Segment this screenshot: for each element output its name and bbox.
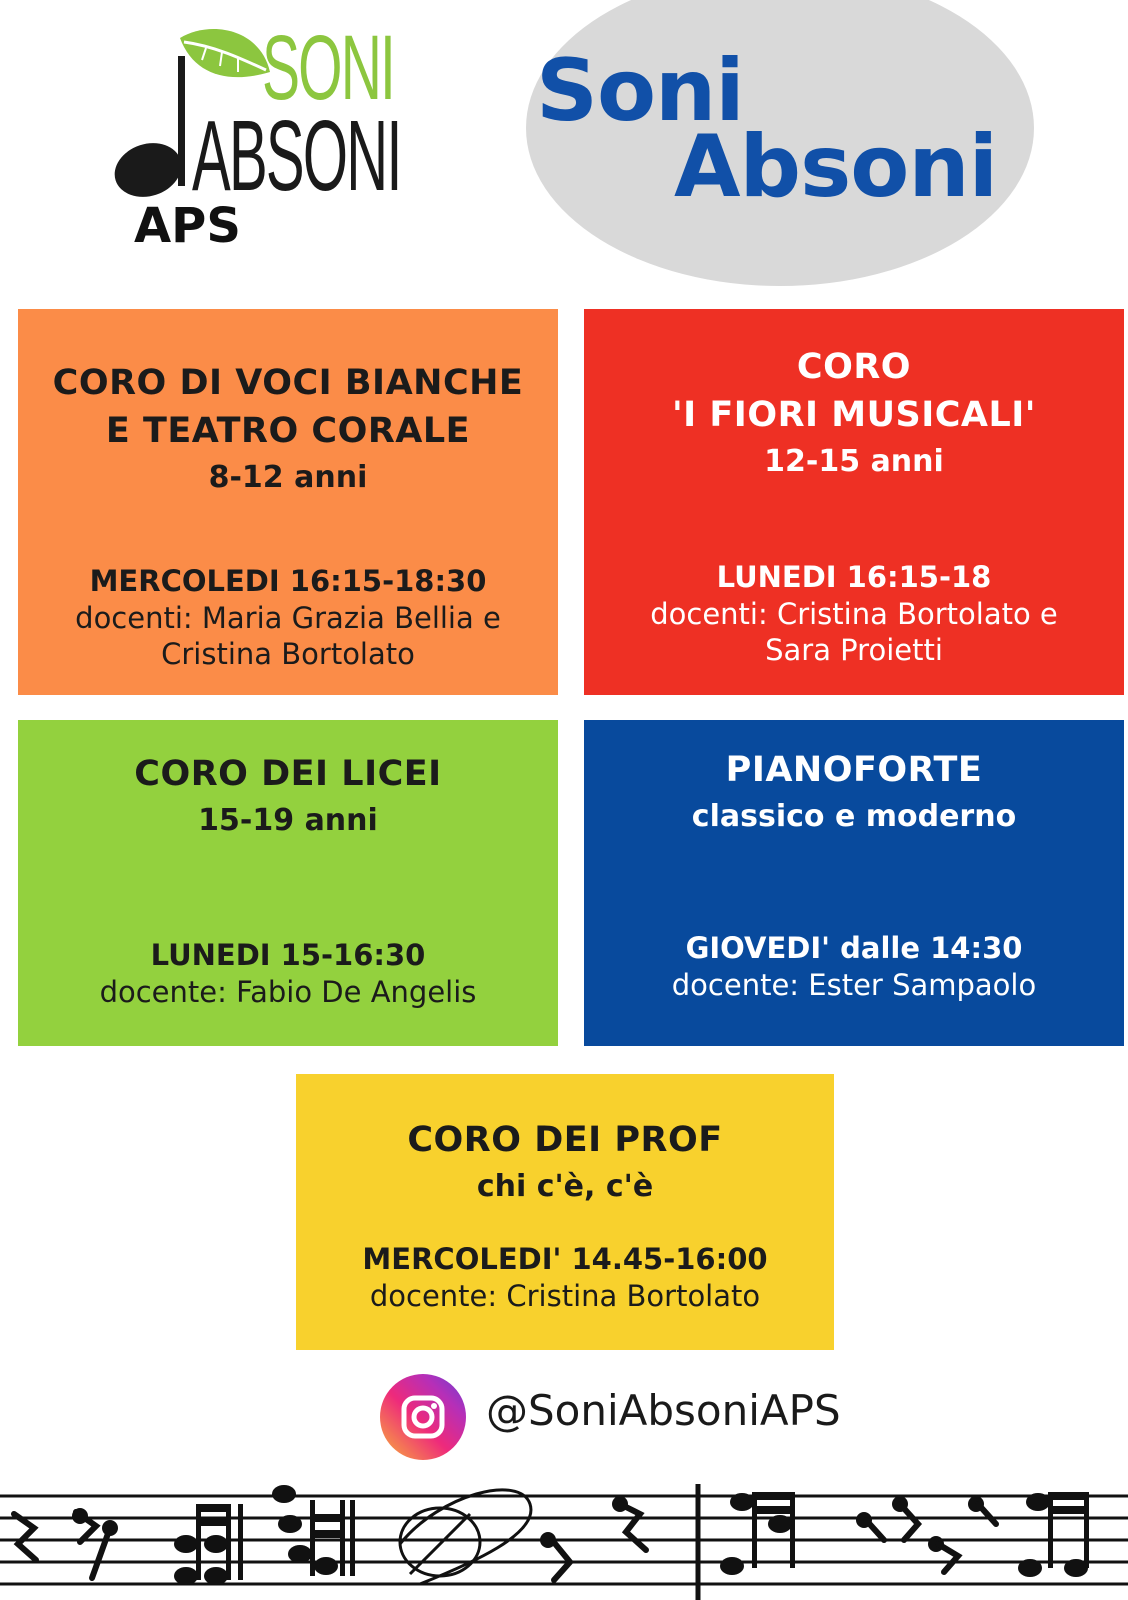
course-title: PIANOFORTE	[725, 750, 983, 790]
instagram-icon[interactable]	[380, 1374, 466, 1460]
page-title-line2: Absoni	[674, 117, 998, 217]
course-title: CORO	[796, 347, 912, 387]
instagram-handle[interactable]: @SoniAbsoniAPS	[486, 1386, 841, 1435]
course-age: 12-15 anni	[764, 444, 944, 479]
course-title: 'I FIORI MUSICALI'	[671, 395, 1037, 435]
course-title: E TEATRO CORALE	[105, 411, 471, 451]
course-teachers: docente: Cristina Bortolato	[369, 1279, 761, 1313]
course-teachers: docente: Fabio De Angelis	[99, 975, 477, 1009]
course-schedule: LUNEDI 16:15-18	[716, 560, 992, 594]
logo-text-aps: APS	[134, 198, 241, 254]
course-schedule: MERCOLEDI 16:15-18:30	[89, 564, 487, 598]
course-card-pianoforte	[584, 720, 1124, 1046]
course-teachers: docente: Ester Sampaolo	[671, 968, 1037, 1002]
page-title-line1: Soni	[536, 41, 744, 141]
logo-text-soni: SONI	[262, 17, 395, 119]
course-teachers: docenti: Cristina Bortolato e	[650, 597, 1058, 631]
music-staff-decoration	[0, 1484, 1128, 1600]
logo	[110, 17, 401, 260]
course-age: 8-12 anni	[208, 460, 368, 495]
course-card-fiori-musicali	[584, 309, 1124, 695]
course-teachers: docenti: Maria Grazia Bellia e	[75, 601, 501, 635]
logo-text-absoni: ABSONI	[192, 100, 401, 212]
course-title: CORO DEI LICEI	[134, 754, 442, 794]
course-schedule: MERCOLEDI' 14.45-16:00	[362, 1242, 768, 1276]
course-card-licei	[18, 720, 558, 1046]
course-card-prof	[296, 1074, 834, 1350]
course-schedule: LUNEDI 15-16:30	[150, 938, 426, 972]
course-age: chi c'è, c'è	[476, 1169, 654, 1204]
course-age: 15-19 anni	[198, 803, 378, 838]
course-teachers: Sara Proietti	[765, 633, 943, 667]
course-title: CORO DI VOCI BIANCHE	[52, 363, 524, 403]
course-title: CORO DEI PROF	[407, 1120, 723, 1160]
course-schedule: GIOVEDI' dalle 14:30	[685, 931, 1023, 965]
course-teachers: Cristina Bortolato	[161, 637, 415, 671]
course-age: classico e moderno	[691, 799, 1017, 834]
course-card-voci-bianche	[18, 309, 558, 695]
